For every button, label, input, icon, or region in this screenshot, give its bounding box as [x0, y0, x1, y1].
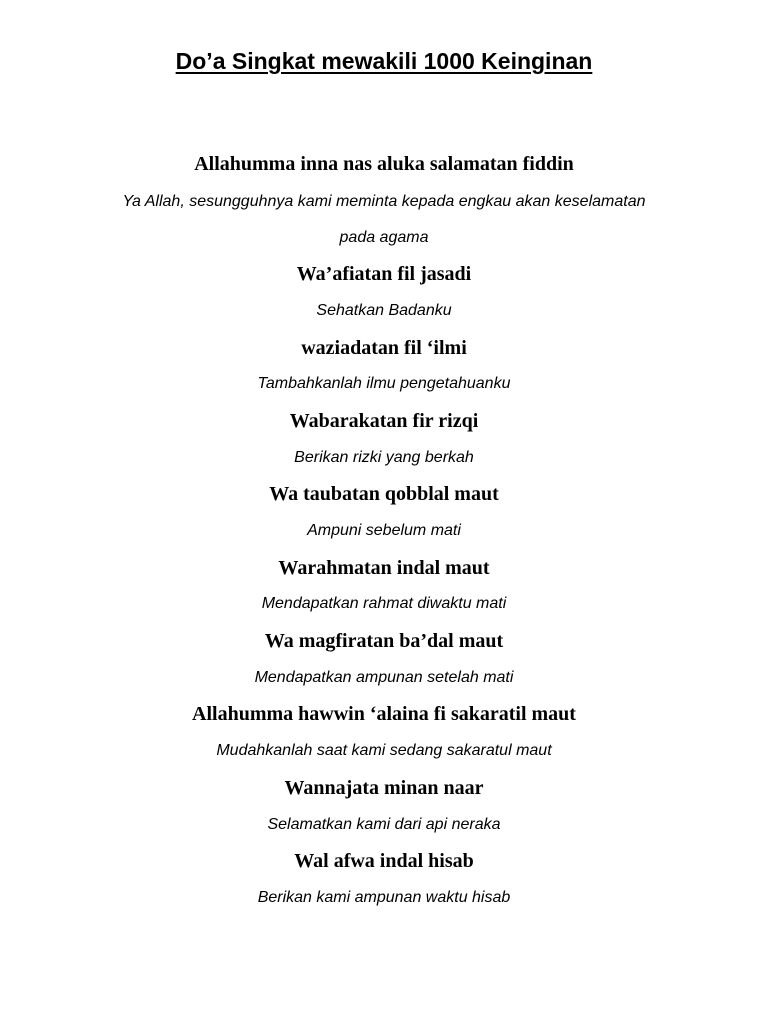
- prayer-line-meaning: Ya Allah, sesungguhnya kami meminta kepada engkau akan keselamatan: [122, 193, 646, 210]
- prayer-line-arabic: Allahumma inna nas aluka salamatan fiddin: [194, 153, 574, 175]
- prayer-line-arabic: Wa’afiatan fil jasadi: [296, 263, 472, 285]
- prayer-line-meaning: Mudahkanlah saat kami sedang sakaratul maut: [216, 742, 552, 759]
- prayer-line-arabic: Allahumma hawwin ‘alaina fi sakaratil maut: [192, 703, 576, 725]
- document-title: Do’a Singkat mewakili 1000 Keinginan: [175, 48, 593, 74]
- prayer-line-arabic: Wa magfiratan ba’dal maut: [264, 630, 504, 652]
- prayer-line-arabic: Wannajata minan naar: [284, 777, 484, 799]
- prayer-line-arabic: Wal afwa indal hisab: [294, 850, 474, 872]
- prayer-line-arabic: Wa taubatan qobblal maut: [269, 483, 499, 505]
- prayer-line-arabic: waziadatan fil ‘ilmi: [301, 337, 467, 359]
- prayer-line-meaning: Sehatkan Badanku: [316, 302, 452, 319]
- prayer-line-meaning: Tambahkanlah ilmu pengetahuanku: [257, 375, 511, 392]
- prayer-line-arabic: Wabarakatan fir rizqi: [289, 410, 479, 432]
- prayer-line-meaning: Berikan rizki yang berkah: [294, 449, 474, 466]
- prayer-line-meaning: Selamatkan kami dari api neraka: [267, 816, 501, 833]
- prayer-line-meaning: Mendapatkan rahmat diwaktu mati: [261, 595, 507, 612]
- prayer-line-meaning: Berikan kami ampunan waktu hisab: [257, 889, 511, 906]
- prayer-line-meaning-continued: pada agama: [339, 229, 429, 246]
- prayer-line-meaning: Mendapatkan ampunan setelah mati: [254, 669, 514, 686]
- prayer-line-arabic: Warahmatan indal maut: [278, 557, 490, 579]
- prayer-line-meaning: Ampuni sebelum mati: [307, 522, 461, 539]
